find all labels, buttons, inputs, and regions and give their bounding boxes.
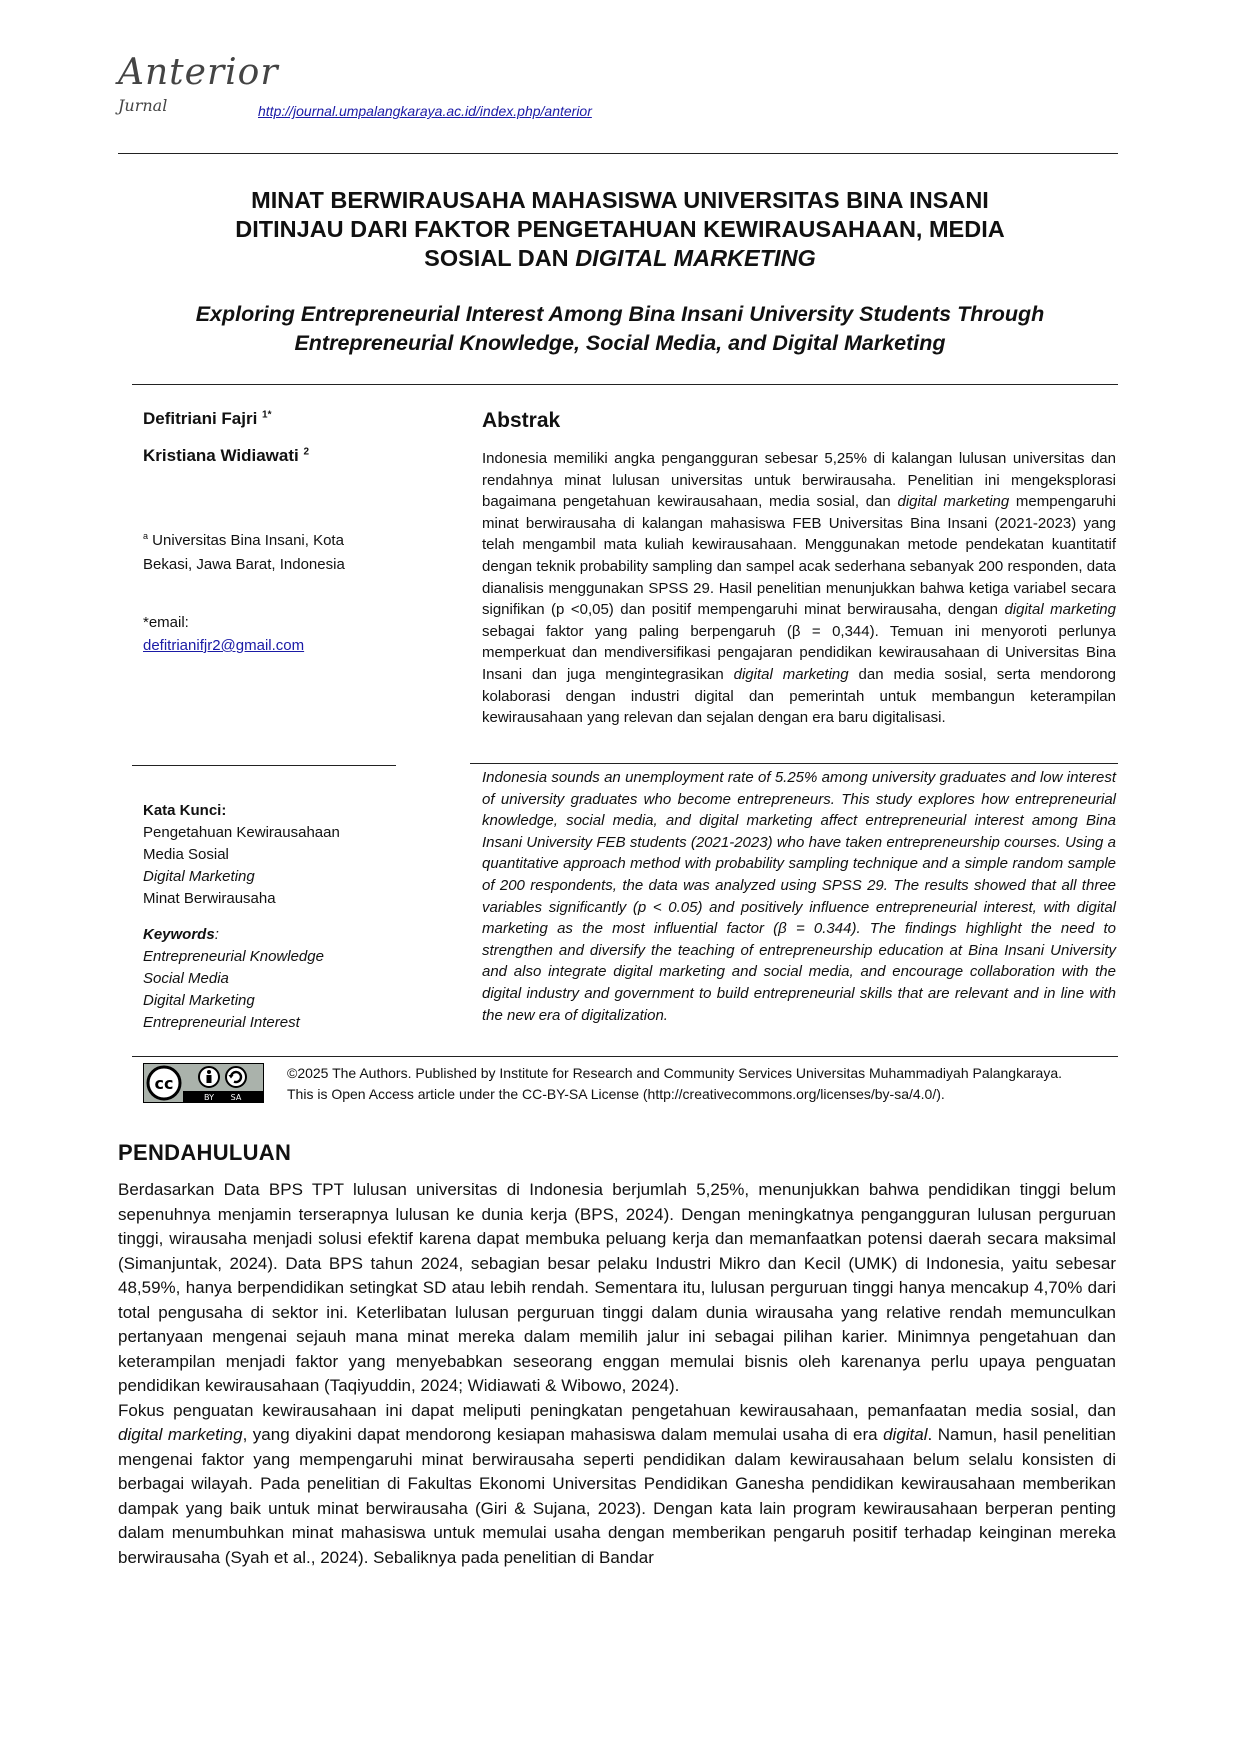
title-en-line1: Exploring Entrepreneurial Interest Among Bina Insani University Students Through (195, 302, 1045, 326)
keyword-id-item: Media Sosial (143, 846, 229, 863)
keyword-id-item: Minat Berwirausaha (143, 890, 276, 907)
abstract-heading: Abstrak (482, 409, 561, 432)
keyword-en-item: Social Media (143, 970, 229, 987)
author-1-name: Defitriani Fajri (143, 409, 263, 428)
title-en-line2: Entrepreneurial Knowledge, Social Media, and Digital Marketing (294, 331, 946, 355)
title-id-line2: DITINJAU DARI FAKTOR PENGETAHUAN KEWIRAUSAHAAN, MEDIA (235, 216, 1005, 242)
email-link[interactable]: defitrianifjr2@gmail.com (143, 637, 305, 654)
title-english (150, 300, 1090, 358)
title-indonesian (150, 186, 1090, 273)
author-2-name: Kristiana Widiawati (143, 446, 304, 465)
body-paragraph (118, 1399, 1116, 1571)
left-column-rule (132, 765, 396, 766)
journal-logo-sub: Jurnal (118, 96, 168, 115)
keyword-en-item: Entrepreneurial Knowledge (143, 948, 324, 965)
body-paragraph: Berdasarkan Data BPS TPT lulusan universitas di Indonesia berjumlah 5,25%, menunjukkan bahwa pendidikan tinggi belum sepenuhnya menjamin terserapnya lulusan ke dunia kerja (BPS, 2024). Dengan meningkatnya pengangguran lulusan perguruan tinggi, wirausaha menjadi solusi efektif karena dapat membuka peluang kerja dan memanfaatkan potensi daerah secara maksimal (Simanjuntak, 2024). Data BPS tahun 2024, sebagian besar pelaku Industri Mikro dan Kecil (UMK) di Indonesia, yaitu sebesar 48,59%, hanya berpendidikan setingkat SD atau lebih rendah. Sementara itu, lulusan perguruan tinggi hanya mencakup 4,70% dari total pengusaha di sektor ini. Keterlibatan lulusan perguruan tinggi dalam dunia wirausaha yang relative rendah memunculkan pertanyaan mengenai sejauh mana minat mereka dalam memilih jalur ini sebagai pilihan karier. Minimnya pengetahuan dan keterampilan menjadi faktor yang menyebabkan seseorang enggan memulai bisnis oleh karenanya perlu upaya penguatan pendidikan kewirausahaan (Taqiyuddin, 2024; Widiawati & Wibowo, 2024). (118, 1180, 1116, 1395)
keywords-id-heading: Kata Kunci: (143, 802, 227, 819)
cc-badge-sa-label: SA (230, 1093, 242, 1102)
abstract-rule (470, 763, 1118, 764)
license-rule (132, 1056, 1118, 1057)
abstract-id-text: sebagai faktor yang paling berpengaruh (β = 0,344). Temuan ini menyoroti perlunya memperkuat dan mendiversifikasi pengajaran pendidikan kewirausahaan di Universitas Bina Insani dan juga mengintegrasikan (482, 622, 1116, 683)
affiliation (143, 524, 393, 577)
body-text-italic: digital marketing (118, 1425, 243, 1444)
cc-badge-cc-label: cc (154, 1074, 174, 1093)
header-rule (118, 153, 1118, 154)
license-line1: ©2025 The Authors. Published by Institute for Research and Community Services Universitas Muhammadiyah Palangkaraya. (287, 1065, 1062, 1081)
cc-by-sa-badge-icon[interactable] (143, 1063, 264, 1103)
abstract-id-text: Indonesia memiliki angka pengangguran sebesar 5,25% di kalangan lulusan universitas dan rendahnya minat lulusan universitas untuk berwirausaha. Penelitian ini mengeksplorasi bagaimana pengetahuan kewirausahaan, media sosial, dan (482, 450, 1116, 511)
keywords-en-heading (143, 924, 383, 946)
keywords-block (143, 800, 383, 1034)
author-2-sup: 2 (303, 446, 309, 458)
keywords-en-colon: : (214, 926, 219, 943)
keywords-en-heading-text: Keywords (143, 926, 215, 943)
title-id-line3-italic: DIGITAL MARKETING (575, 245, 816, 271)
body-text-run: . Namun, hasil penelitian mengenai faktor yang mempengaruhi minat berwirausaha seperti pendidikan dalam kewirausahaan belum selalu konsisten di berbagai wilayah. Pada penelitian di Fakultas Ekonomi Universitas Pendidikan Ganesha pendidikan kewirausahaan memberikan dampak yang baik untuk minat berwirausaha (Giri & Sujana, 2023). Dengan kata lain program kewirausahaan berperan penting dalam menumbuhkan minat mahasiswa untuk memulai usaha dengan memberikan pengaruh positif terhadap keinginan mereka berwirausaha (Syah et al., 2024). Sebaliknya pada penelitian di Bandar (118, 1425, 1116, 1567)
affiliation-sup: a (143, 531, 149, 541)
abstract-id-italic: digital marketing (897, 493, 1010, 511)
title-id-line3-text: SOSIAL DAN (424, 245, 576, 271)
keyword-en-item: Digital Marketing (143, 992, 255, 1009)
title-id-line3 (150, 244, 1090, 273)
abstract-english: Indonesia sounds an unemployment rate of 5.25% among university graduates and low interest of university graduates who become entrepreneurs. This study explores how entrepreneurial knowledge, social media, and digital marketing affect entrepreneurial interest among Bina Insani University FEB students (2021-2023) who have taken entrepreneurship courses. Using a quantitative approach method with probability sampling technique and a simple random sample of 200 respondents, the data was analyzed using SPSS 29. The results showed that all three variables significantly (p < 0.05) and positively influence entrepreneurial interest, with digital marketing as the most influential factor (β = 0.344). The findings highlight the need to strengthen and diversify the teaching of entrepreneurship education at Bina Insani University and also integrate digital marketing and social media, and encourage collaboration with the digital industry and government to build entrepreneurial skills that are relevant and in line with the new era of digitalization. (482, 769, 1116, 1024)
author-1 (143, 409, 271, 429)
title-id-line1: MINAT BERWIRAUSAHA MAHASISWA UNIVERSITAS BINA INSANI (251, 187, 989, 213)
abstract-id-text: dan media sosial, serta mendorong kolaborasi dengan industri digital dan pemerintah untuk membangun keterampilan kewirausahaan yang relevan dan sejalan dengan era baru digitalisasi. (482, 665, 1116, 727)
keyword-id-item: Pengetahuan Kewirausahaan (143, 824, 340, 841)
license-text (287, 1063, 1127, 1105)
author-2 (143, 446, 309, 466)
body-text-run: , yang diyakini dapat mendorong kesiapan mahasiswa dalam memulai usaha di era (242, 1425, 884, 1444)
body-text-run: Fokus penguatan kewirausahaan ini dapat meliputi peningkatan pengetahuan kewirausahaan, pemanfaatan media sosial, dan (118, 1400, 1116, 1420)
abstract-id-italic: digital marketing (1004, 601, 1116, 619)
keyword-en-item: Entrepreneurial Interest (143, 1014, 300, 1031)
journal-url-link[interactable]: http://journal.umpalangkaraya.ac.id/index.php/anterior (258, 103, 592, 119)
body-text-italic: digital (883, 1425, 928, 1444)
journal-logo: Anterior (118, 52, 279, 93)
abstract-id-text: mempengaruhi minat berwirausaha di kalangan mahasiswa FEB Universitas Bina Insani (2021-2023) yang telah mengambil mata kuliah kewirausahaan. Menggunakan metode pendekatan kuantitatif dengan teknik probability sampling dan sampel acak sederhana sebanyak 200 responden, data dianalisis menggunakan SPSS 29. Hasil penelitian menunjukkan bahwa ketiga variabel secara signifikan (p <0,05) dan positif mempengaruhi minat berwirausaha, dengan (482, 493, 1116, 619)
email-label: *email: (143, 614, 189, 631)
section-heading: PENDAHULUAN (118, 1140, 292, 1165)
keyword-id-item: Digital Marketing (143, 868, 255, 885)
body-text (118, 1178, 1116, 1570)
abstract-id-italic: digital marketing (733, 665, 849, 683)
title-rule (132, 384, 1118, 385)
license-line2: This is Open Access article under the CC-BY-SA License (http://creativecommons.org/licenses/by-sa/4.0/). (287, 1086, 945, 1102)
affiliation-text: Universitas Bina Insani, Kota Bekasi, Jawa Barat, Indonesia (143, 532, 345, 573)
abstract-indonesian (482, 448, 1116, 729)
author-1-sup: 1* (262, 409, 272, 421)
cc-badge-by-label: BY (204, 1093, 214, 1102)
